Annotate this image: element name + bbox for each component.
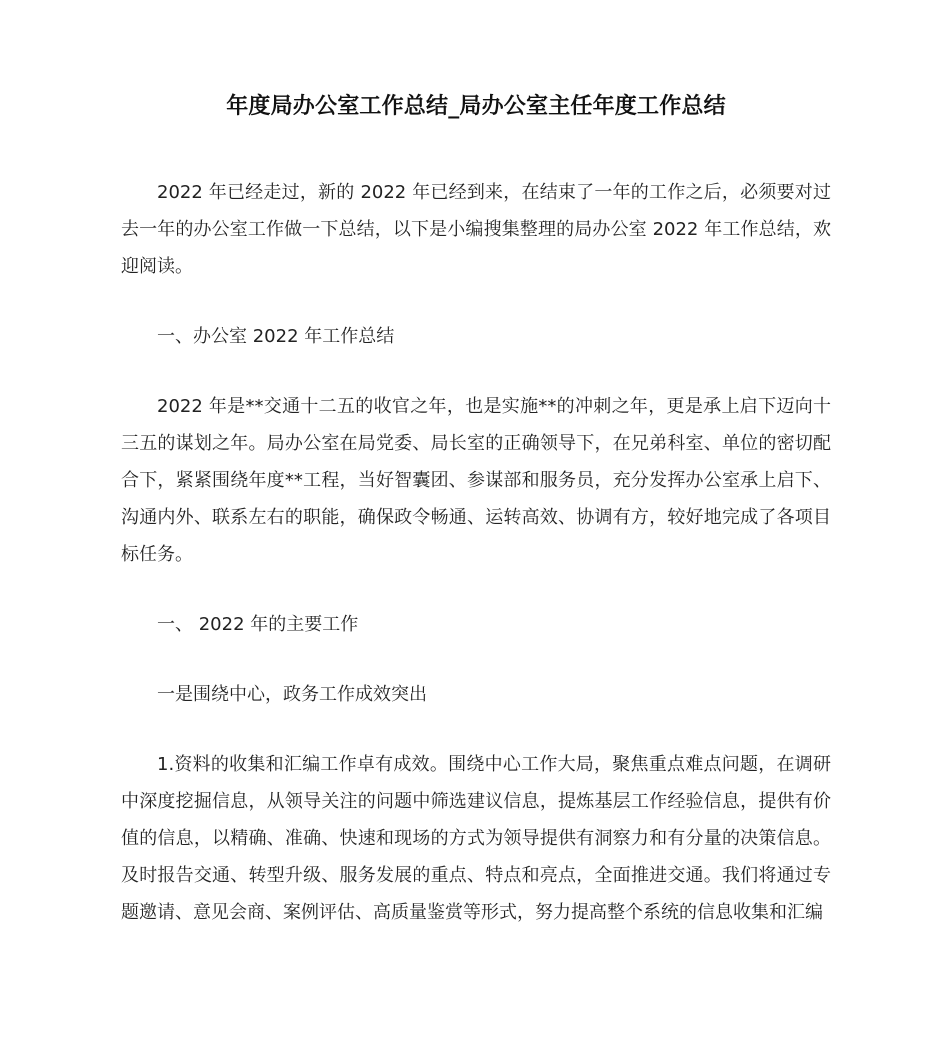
document-title: 年度局办公室工作总结_局办公室主任年度工作总结 [226, 94, 726, 119]
overview-paragraph: 2022 年是**交通十二五的收官之年，也是实施**的冲刺之年，更是承上启下迈向十三五的谋划之年。局办公室在局党委、局长室的正确领导下，在兄弟科室、单位的密切配合下，紧紧围绕年度**工程，当好智囊团、参谋部和服务员，充分发挥办公室承上启下、沟通内外、联系左右的职能，确保政令畅通、运转高效、协调有方，较好地完成了各项目标任务。 [121, 396, 831, 565]
section-heading-main-work: 一、 2022 年的主要工作 [157, 614, 359, 635]
subheading-government-affairs: 一是围绕中心，政务工作成效突出 [157, 684, 427, 705]
intro-paragraph: 2022 年已经走过，新的 2022 年已经到来，在结束了一年的工作之后，必须要对过去一年的办公室工作做一下总结，以下是小编搜集整理的局办公室 2022 年工作总结，欢迎阅读。 [121, 182, 831, 277]
section-heading-office-summary: 一、办公室 2022 年工作总结 [157, 326, 395, 347]
item-paragraph-information-compilation: 1.资料的收集和汇编工作卓有成效。围绕中心工作大局，聚焦重点难点问题，在调研中深度挖掘信息，从领导关注的问题中筛选建议信息，提炼基层工作经验信息，提供有价值的信息，以精确、准确、快速和现场的方式为领导提供有洞察力和有分量的决策信息。及时报告交通、转型升级、服务发展的重点、特点和亮点，全面推进交通。我们将通过专题邀请、意见会商、案例评估、高质量鉴赏等形式，努力提高整个系统的信息收集和汇编 [121, 754, 831, 923]
